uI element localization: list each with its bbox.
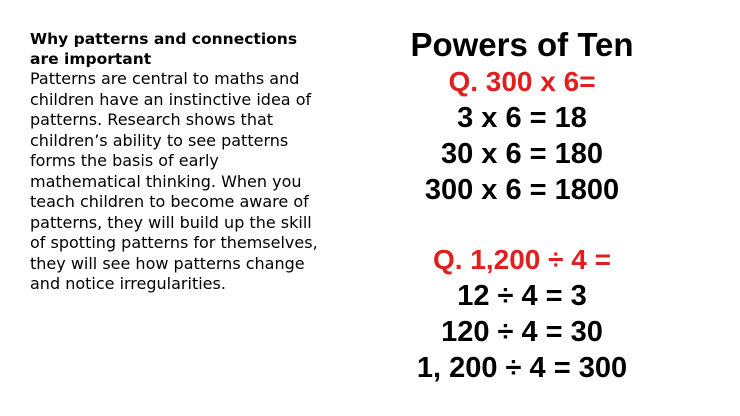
- question-1: Q. 300 x 6=: [448, 66, 596, 97]
- equation-1-3: 300 x 6 = 1800: [424, 174, 620, 206]
- explanation-panel: [30, 29, 330, 295]
- equation-2-1: 12 ÷ 4 = 3: [457, 280, 587, 312]
- explanation-body: Patterns are central to maths and children have an instinctive idea of patterns. Research shows that children’s ability to see patterns forms the basis of early mathematical thinking. When you teach children to become aware of patterns, they will build up the skill of spotting patterns for themselves, they will see how patterns change and notice irregularities.: [30, 69, 318, 293]
- spacer: [372, 208, 672, 242]
- equation-1-2: 30 x 6 = 180: [440, 138, 604, 170]
- explanation-heading: Why patterns and connections are important: [30, 30, 298, 68]
- equation-1-1: 3 x 6 = 18: [457, 102, 587, 134]
- equation-2-2: 120 ÷ 4 = 30: [441, 316, 603, 348]
- question-2: Q. 1,200 ÷ 4 =: [432, 244, 612, 275]
- powers-of-ten-panel: [372, 26, 672, 386]
- slide-title: Powers of Ten: [410, 26, 634, 63]
- equation-2-3: 1, 200 ÷ 4 = 300: [416, 352, 628, 384]
